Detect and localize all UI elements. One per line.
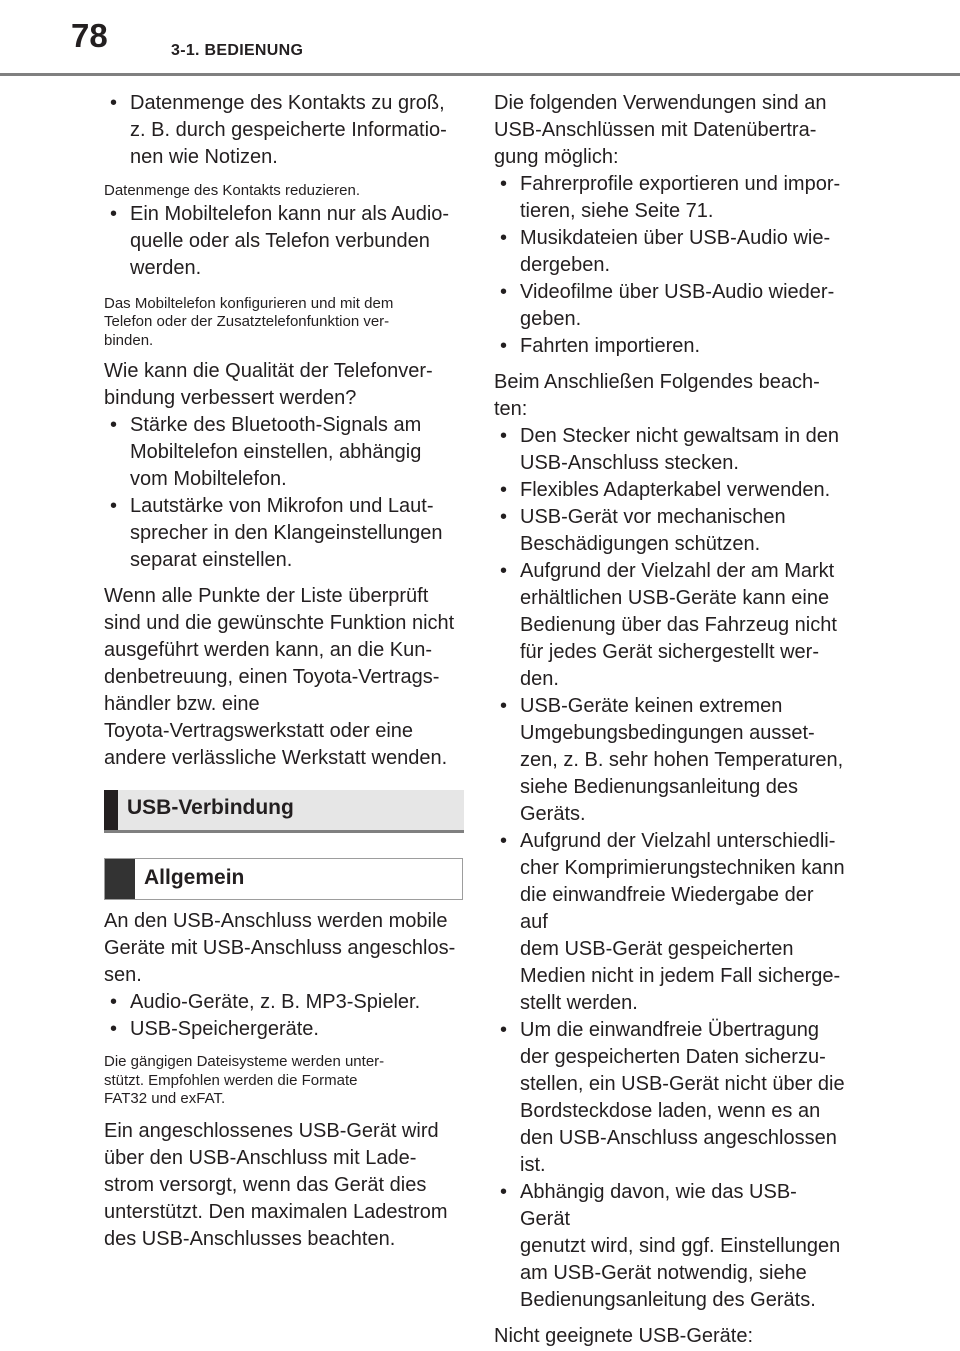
bullet-item: • Abhängig davon, wie das USB-Gerät genutzt wird, sind ggf. Einstellungen am USB-Gerät notwendig, siehe Bedienungsanleitung des Geräts. (500, 1181, 841, 1311)
body-paragraph: Wenn alle Punkte der Liste überprüft sind und die gewünschte Funktion nicht ausgeführt werden kann, an die Kun- denbetreuung, einen Toyota-Vertrags- händler bzw. eine Toyota-Vertragswerkstatt oder eine andere verlässliche Werkstatt wenden. (104, 585, 455, 769)
bullet-item: • Stärke des Bluetooth-Signals am Mobiltelefon einstellen, abhängig vom Mobiltelefon. (110, 414, 422, 490)
left-column-top (104, 90, 464, 772)
body-paragraph: An den USB-Anschluss werden mobile Geräte mit USB-Anschluss angeschlos- sen. (104, 910, 456, 986)
heading-usb-verbindung (104, 790, 464, 833)
left-column-bottom (104, 908, 464, 1253)
bullet-item: • Ein Mobiltelefon kann nur als Audio- quelle oder als Telefon verbunden werden. (110, 202, 450, 279)
body-paragraph: Die folgenden Verwendungen sind an USB-Anschlüssen mit Datenübertra- gung möglich: (494, 92, 827, 168)
bullet-item: • Fahrten importieren. (500, 335, 701, 357)
right-column (494, 90, 846, 1350)
bullet-item: • USB-Speichergeräte. (110, 1018, 319, 1040)
subheading-marker (105, 859, 135, 899)
bullet-item: • Fahrerprofile exportieren und impor- tieren, siehe Seite 71. (500, 173, 841, 222)
bullet-item: • Aufgrund der Vielzahl unterschiedli- cher Komprimierungstechniken kann die einwandfreie Wiedergabe der auf dem USB-Gerät gespeicherten Medien nicht in jedem Fall sicherge- stellt werden. (500, 830, 845, 1014)
bullet-item: • Aufgrund der Vielzahl der am Markt erhältlichen USB-Geräte kann eine Bedienung über das Fahrzeug nicht für jedes Gerät sichergestellt wer- den. (500, 560, 837, 690)
note-text: Die gängigen Dateisysteme werden unter- stützt. Empfohlen werden die Formate FAT32 und exFAT. (104, 1053, 385, 1107)
subheading-allgemein (104, 858, 463, 900)
bullet-item: • Lautstärke von Mikrofon und Laut- sprecher in den Klangeinstellungen separat einstellen. (110, 495, 443, 571)
section-title: 3-1. BEDIENUNG (171, 42, 304, 59)
bullet-item: • Musikdateien über USB-Audio wie- dergeben. (500, 227, 831, 276)
bullet-item: • Flexibles Adapterkabel verwenden. (500, 479, 831, 501)
bullet-item: • Datenmenge des Kontakts zu groß, z. B. durch gespeicherte Informatio- nen wie Notizen. (110, 92, 447, 168)
bullet-item: • Den Stecker nicht gewaltsam in den USB-Anschluss stecken. (500, 425, 840, 474)
note-text: Datenmenge des Kontakts reduzieren. (104, 182, 360, 199)
body-paragraph: Nicht geeignete USB-Geräte: (494, 1325, 754, 1347)
bullet-item: • USB-Gerät vor mechanischen Beschädigungen schützen. (500, 506, 786, 555)
body-paragraph: Beim Anschließen Folgendes beach- ten: (494, 371, 820, 420)
heading-marker (104, 790, 118, 830)
bullet-item: • Audio-Geräte, z. B. MP3-Spieler. (110, 991, 421, 1013)
bullet-item: • Um die einwandfreie Übertragung der gespeicherten Daten sicherzu- stellen, ein USB-Gerät nicht über die Bordsteckdose laden, wenn es an den USB-Anschluss angeschlossen ist. (500, 1019, 845, 1176)
page-number-box (0, 0, 140, 74)
header-rule (0, 73, 960, 76)
page-number: 78 (71, 17, 108, 54)
bullet-item: • USB-Geräte keinen extremen Umgebungsbedingungen ausset- zen, z. B. sehr hohen Temperaturen, siehe Bedienungsanleitung des Geräts. (500, 695, 844, 825)
subheading-text: Allgemein (144, 866, 245, 889)
heading-text: USB-Verbindung (127, 796, 294, 819)
body-paragraph: Ein angeschlossenes USB-Gerät wird über den USB-Anschluss mit Lade- strom versorgt, wenn das Gerät dies unterstützt. Den maximalen Ladestrom des USB-Anschlusses beachten. (104, 1119, 448, 1250)
note-text: Das Mobiltelefon konfigurieren und mit dem Telefon oder der Zusatztelefonfunktion ver- binden. (104, 294, 394, 349)
question-paragraph: Wie kann die Qualität der Telefonver- bindung verbessert werden? (104, 360, 433, 409)
page-header (0, 0, 960, 80)
bullet-item: • Videofilme über USB-Audio wieder- geben. (500, 281, 835, 330)
